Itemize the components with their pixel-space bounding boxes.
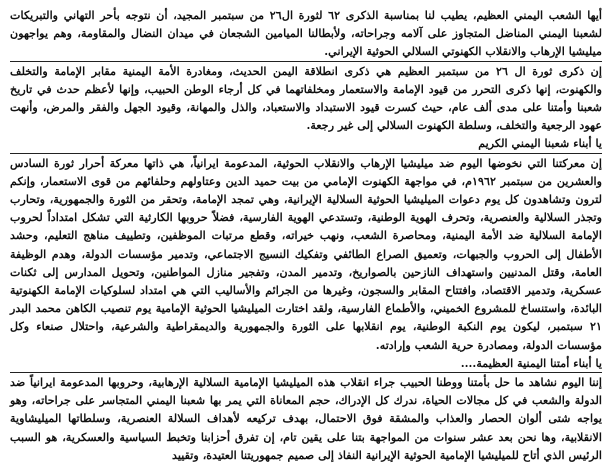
- paragraph-revolution-meaning: إن ذكرى ثورة ال ٢٦ من سبتمبر العظيم هي ذكرى انطلاقة اليمن الحديث، ومغادرة الأمة اليمنية مقابر الإمامة والتخلف والكهنوت، إنها ذكرى التحرر من قيود الإمامة والاستعمار ومخلفاتهما في كل أرجاء الوطن الحبيب، وإنها لأعظم حدث في تاريخ شعبنا وأمتنا على مدى ألف عام، حيث كسرت قيود الاستبداد والاستعباد، والذل والمهانة، وقيود الجهل والفقر والمرض، وأنهت عهود الرجعية والتخلف، وسلطة الكهنوت السلالي إلى غير رجعة.: [10, 63, 602, 133]
- paragraph-greeting: أيها الشعب اليمني العظيم، يطيب لنا بمناسبة الذكرى ٦٢ لثورة ال٢٦ من سبتمبر المجيد، أن نتوجه بأحر التهاني والتبريكات لشعبنا اليمني المناضل المتجاوز على آلامه وجراحاته، ولأبطالنا الميامين الشجعان في ميدان النضال والمقاومة، وهم يواجهون ميليشيا الإرهاب والانقلاب الكهنوتي السلالي الحوثية الإيراني.: [10, 8, 603, 59]
- address-line-nation: يا أبناء أمتنا اليمنية العظيمة....: [460, 355, 602, 370]
- paragraph-battle: إن معركتنا التي نخوضها اليوم ضد ميليشيا الإرهاب والانقلاب الحوثية، المدعومة ايرانياً، هي ذاتها معركة أحرار ثورة السادس والعشرين من سبتمبر ١٩٦٢م، في مواجهة الكهنوت الإمامي من بيت حميد الدين وعتاولهم وحلفائهم من قوى الاستعمار، وإنكم لترون وتشاهدون كل يوم دعوات الميليشيا الحوثية السلالية الإيرانية، وهي تمجد الإمامة، وتحقر من الثورة والجمهورية، وتحارب وتجذر السلالية والعنصرية، وتحرف الهوية الوطنية، وتستدعي الهوية الفارسية، فضلاً حروبها الكارثية التي تشكل امتداداً لحروب الإمامة السلالية ضد الأمة اليمنية، ومحاصرة الشعب، ونهب خيراته، وقطع مرتبات الموظفين، وتطييف مناهج التعليم، وحشد الأطفال إلى الحروب والجبهات، وتعميق الصراع الطائفي وتفكيك النسيج الاجتماعي، وتدمير مؤسسات الدولة، وهدم الوظيفة العامة، وقتل المدنيين واستهداف النازحين بالصواريخ، وتدمير المدن، وتفجير منازل المواطنين، وتحويل المدارس إلى ثكنات عسكرية، وتدمير الاقتصاد، وافتتاح المقابر والسجون، وغيرها من الجرائم والأساليب التي هي امتداد لسلوكيات الإمامة الكهنوتية البائدة، واستنساخ للمشروع الخميني، والأطماع الفارسية، ولقد اختارت الميليشيا الحوثية الإمامية يوم تنصيب الكاهن محمد البدر ٢١ سبتمبر، ليكون يوم النكبة الوطنية، يوم انقلابها على الثورة والجمهورية والديمقراطية والشرعية، واحتلال صنعاء وكل مؤسسات الدولة، ومصادرة حرية الشعب وإرادته.: [10, 155, 603, 352]
- paragraph-suffering: إننا اليوم نشاهد ما حل بأمتنا ووطنا الحبيب جراء انقلاب هذه الميليشيا الإمامية السلالية الإرهابية، وحروبها المدعومة ايرانياً ضد الدولة والشعب في كل مجالات الحياة، ندرك كل الإدراك، حجم المعاناة التي يمر بها شعبنا اليمني المتجاسر على جراحاته، وهو يواجه شتى ألوان الحصار والعذاب والمشقة فوق الاحتمال، بهدف تركيعه لأهداف السلالة العنصرية، وسلطاتها الميليشاوية الانقلابية، وها نحن بعد عشر سنوات من المواجهة بتنا على يقين تام، إن تفرق أحزابنا وتخبط السياسية والعسكرية، هو السبب الرئيس الذي أتاح للميليشيا الإمامية الحوثية الإيرانية النفاذ إلى صميم جمهوريتنا العتيدة، وتقييد: [10, 375, 602, 462]
- address-line-people: يا أبناء شعبنا اليمني الكريم: [478, 136, 602, 151]
